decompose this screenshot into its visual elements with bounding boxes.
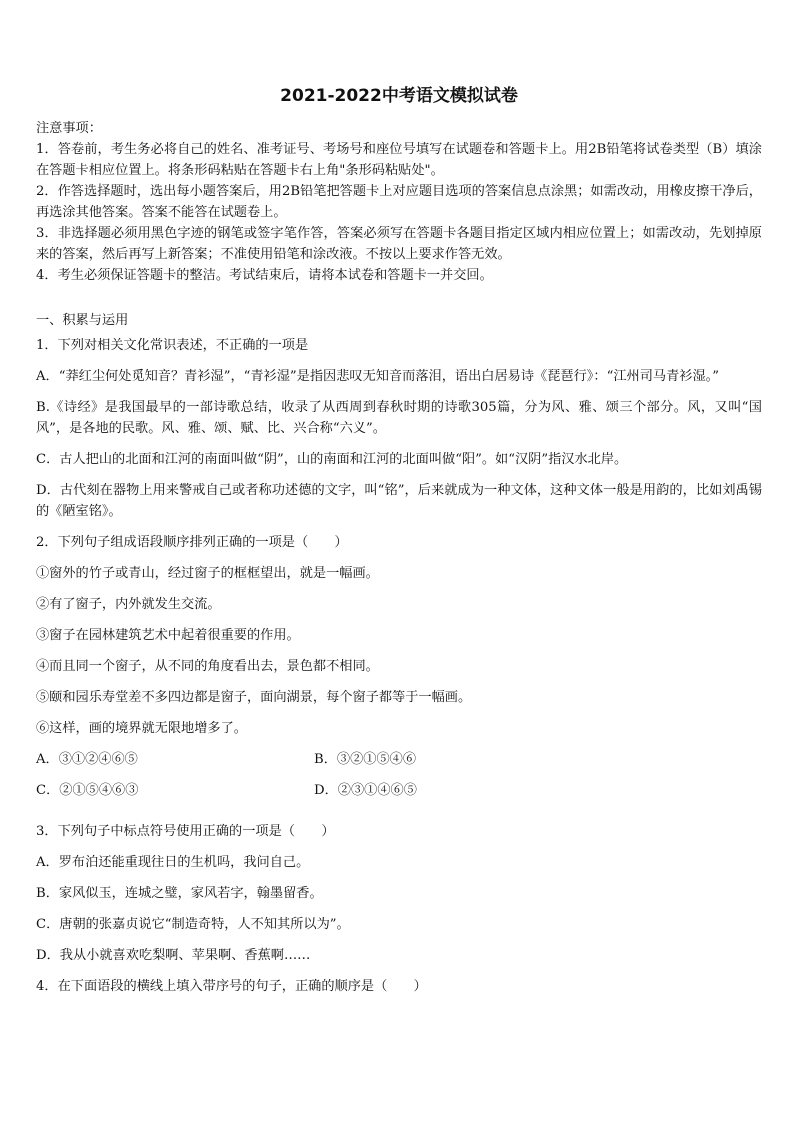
question-stem: 2．下列句子组成语段顺序排列正确的一项是（ ） — [36, 535, 348, 550]
option-a: A．罗布泊还能重现往日的生机吗，我问自己。 — [36, 855, 310, 870]
question-stem: 3．下列句子中标点符号使用正确的一项是（ ） — [36, 824, 335, 839]
sentence-6: ⑥这样，画的境界就无限地增多了。 — [36, 721, 247, 736]
option-c: C．古人把山的北面和江河的南面叫做“阴”，山的南面和江河的北面叫做“阳”。如“汉阴”指汉水北岸。 — [36, 452, 628, 467]
question-2 — [36, 532, 762, 811]
section-heading: 一、积累与运用 — [36, 313, 129, 328]
notes-block — [36, 118, 762, 286]
question-4 — [36, 976, 762, 997]
option-d: D．古代刻在器物上用来警戒自己或者称功述德的文字，叫“铭”，后来就成为一种文体，这种文体一般是用韵的，比如刘禹锡的《陋室铭》。 — [36, 483, 762, 519]
question-stem: 4．在下面语段的横线上填入带序号的句子，正确的顺序是（ ） — [36, 979, 427, 994]
page-title: 2021-2022中考语文模拟试卷 — [280, 86, 518, 106]
option-d: D．②③①④⑥⑤ — [314, 783, 417, 798]
question-stem: 1．下列对相关文化常识表述，不正确的一项是 — [36, 338, 309, 353]
option-d: D．我从小就喜欢吃梨啊、苹果啊、香蕉啊…… — [36, 948, 311, 963]
question-1 — [36, 335, 762, 522]
exam-page — [36, 84, 762, 1007]
notes-heading: 注意事项： — [36, 121, 102, 136]
sentence-2: ②有了窗子，内外就发生交流。 — [36, 597, 221, 612]
option-a: A．“莽红尘何处觅知音？青衫湿”，“青衫湿”是指因悲叹无知音而落泪，语出白居易诗《琵琶行》：“江州司马青衫湿。” — [36, 369, 719, 384]
note-item-3: 3．非选择题必须用黑色字迹的钢笔或签字笔作答，答案必须写在答题卡各题目指定区域内相应位置上；如需改动，先划掉原来的答案，然后再写上新答案；不准使用铅笔和涂改液。不按以上要求作答无效。 — [36, 226, 762, 262]
sentence-4: ④而且同一个窗子，从不同的角度看出去，景色都不相同。 — [36, 659, 379, 674]
options-grid — [36, 749, 762, 811]
option-b: B．③②①⑤④⑥ — [314, 752, 417, 767]
sentence-5: ⑤颐和园乐寿堂差不多四边都是窗子，面向湖景，每个窗子都等于一幅画。 — [36, 690, 472, 705]
note-item-1: 1．答卷前，考生务必将自己的姓名、准考证号、考场号和座位号填写在试题卷和答题卡上。用2B铅笔将试卷类型（B）填涂在答题卡相应位置上。将条形码粘贴在答题卡右上角"条形码粘贴处"。 — [36, 142, 762, 178]
option-b: B．家风似玉，连城之璧，家风若字，翰墨留香。 — [36, 886, 323, 901]
note-item-4: 4．考生必须保证答题卡的整洁。考试结束后，请将本试卷和答题卡一并交回。 — [36, 268, 493, 283]
option-c: C．唐朝的张嘉贞说它“制造奇特，人不知其所以为”。 — [36, 917, 350, 932]
option-a: A．③①②④⑥⑤ — [36, 752, 138, 767]
sentence-1: ①窗外的竹子或青山，经过窗子的框框望出，就是一幅画。 — [36, 566, 379, 581]
question-3 — [36, 821, 762, 966]
option-b: B.《诗经》是我国最早的一部诗歌总结，收录了从西周到春秋时期的诗歌305篇，分为风、雅、颂三个部分。风，又叫“国风”，是各地的民歌。风、雅、颂、赋、比、兴合称“六义”。 — [36, 400, 762, 436]
option-c: C．②①⑤④⑥③ — [36, 783, 139, 798]
sentence-3: ③窗子在园林建筑艺术中起着很重要的作用。 — [36, 628, 300, 643]
note-item-2: 2．作答选择题时，选出每小题答案后，用2B铅笔把答题卡上对应题目选项的答案信息点涂黑；如需改动，用橡皮擦干净后，再选涂其他答案。答案不能答在试题卷上。 — [36, 184, 762, 220]
